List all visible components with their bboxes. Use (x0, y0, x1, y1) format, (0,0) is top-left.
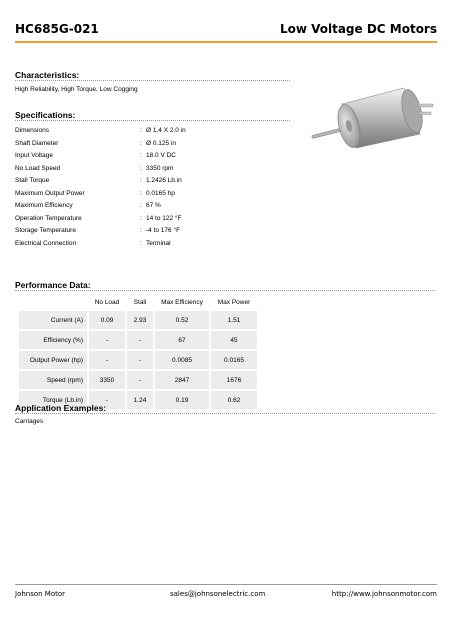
spec-label: Maximum Output Power (15, 189, 85, 197)
spec-value: 3350 rpm (146, 164, 174, 172)
spec-colon: : (140, 202, 142, 209)
table-header-row (19, 295, 257, 309)
spec-label: Stall Torque (15, 177, 50, 184)
spec-colon: : (140, 127, 142, 134)
spec-row (15, 152, 275, 164)
row-label: Torque (Lb.in) (19, 391, 87, 409)
spec-value: 18.0 V DC (146, 152, 176, 159)
spec-colon: : (140, 177, 142, 184)
column-header: Max Efficiency (161, 298, 203, 306)
spec-row (15, 140, 275, 152)
table-cell: 1676 (211, 371, 257, 389)
spec-colon: : (140, 152, 142, 159)
spec-colon: : (140, 189, 142, 197)
applications-divider (15, 413, 435, 414)
spec-label: No Load Speed (15, 164, 61, 172)
model-number: HC685G-021 (15, 22, 99, 36)
applications-heading: Application Examples: (15, 403, 107, 413)
table-corner (19, 295, 87, 309)
header-divider (15, 41, 437, 43)
spec-label: Dimensions (15, 127, 49, 134)
spec-value: 14 to 122 °F (146, 214, 182, 222)
table-cell: 0.0165 (211, 351, 257, 369)
performance-divider (15, 290, 435, 291)
spec-label: Electrical Connection (15, 239, 77, 247)
column-header: No Load (94, 298, 120, 306)
column-header: Max Power (217, 298, 251, 306)
table-cell: 1.51 (211, 311, 257, 329)
row-label: Speed (rpm) (19, 371, 87, 389)
performance-table (17, 293, 259, 411)
table-row (19, 311, 257, 329)
table-cell: - (127, 331, 153, 349)
footer-url-link[interactable]: http://www.johnsonmotor.com (331, 590, 437, 598)
spec-colon: : (140, 239, 142, 247)
spec-value: Terminal (146, 239, 171, 247)
spec-row (15, 165, 275, 177)
spec-value: Ø 1.4 X 2.0 in (146, 127, 186, 134)
spec-row (15, 127, 275, 139)
applications-text: Carriages (15, 418, 44, 425)
table-cell: 0.09 (89, 311, 125, 329)
spec-row (15, 240, 275, 252)
spec-value: -4 to 176 °F (146, 227, 181, 234)
table-cell: - (89, 391, 125, 409)
table-cell: 2.93 (127, 311, 153, 329)
table-cell: 1.24 (127, 391, 153, 409)
spec-row (15, 227, 275, 239)
spec-row (15, 202, 275, 214)
characteristics-heading: Characteristics: (15, 70, 80, 80)
footer-email-link[interactable]: sales@johnsonelectric.com (170, 590, 266, 598)
table-cell: 2847 (155, 371, 209, 389)
specifications-heading: Specifications: (15, 110, 76, 120)
spec-label: Maximum Efficiency (15, 202, 73, 209)
spec-colon: : (140, 164, 142, 172)
product-line: Low Voltage DC Motors (279, 22, 437, 36)
table-cell: 0.0085 (155, 351, 209, 369)
row-label: Current (A) (19, 311, 87, 329)
spec-colon: : (140, 139, 142, 147)
footer-divider (15, 584, 437, 585)
table-cell: 0.19 (155, 391, 209, 409)
table-cell: - (89, 351, 125, 369)
characteristics-divider (15, 80, 290, 81)
table-cell: 0.52 (155, 311, 209, 329)
spec-colon: : (140, 227, 142, 234)
spec-label: Storage Temperature (15, 227, 76, 234)
spec-label: Shaft Diameter (15, 139, 59, 147)
spec-row (15, 190, 275, 202)
footer-company: Johnson Motor (15, 590, 66, 598)
spec-colon: : (140, 214, 142, 222)
table-cell: 3350 (89, 371, 125, 389)
row-label: Efficiency (%) (19, 331, 87, 349)
table-cell: 0.62 (211, 391, 257, 409)
spec-label: Input Voltage (15, 152, 53, 159)
spec-row (15, 215, 275, 227)
spec-row (15, 177, 275, 189)
specifications-divider (15, 120, 290, 121)
performance-heading: Performance Data: (15, 280, 91, 290)
table-row (19, 371, 257, 389)
table-cell: 67 (155, 331, 209, 349)
spec-value: 67 % (146, 202, 161, 209)
table-row (19, 351, 257, 369)
page-header (15, 22, 437, 46)
table-cell: - (127, 351, 153, 369)
characteristics-text: High Reliability, High Torque, Low Cogging (15, 86, 138, 93)
spec-value: 1.2426 Lb.in (146, 177, 182, 184)
table-cell: - (89, 331, 125, 349)
row-label: Output Power (hp) (19, 351, 87, 369)
column-header: Stall (133, 298, 147, 306)
table-cell: 45 (211, 331, 257, 349)
motor-product-image (308, 82, 436, 152)
spec-value: 0.0165 hp (146, 189, 175, 197)
spec-label: Operation Temperature (15, 214, 82, 222)
spec-value: Ø 0.125 in (146, 139, 176, 147)
table-cell: - (127, 371, 153, 389)
table-row (19, 331, 257, 349)
